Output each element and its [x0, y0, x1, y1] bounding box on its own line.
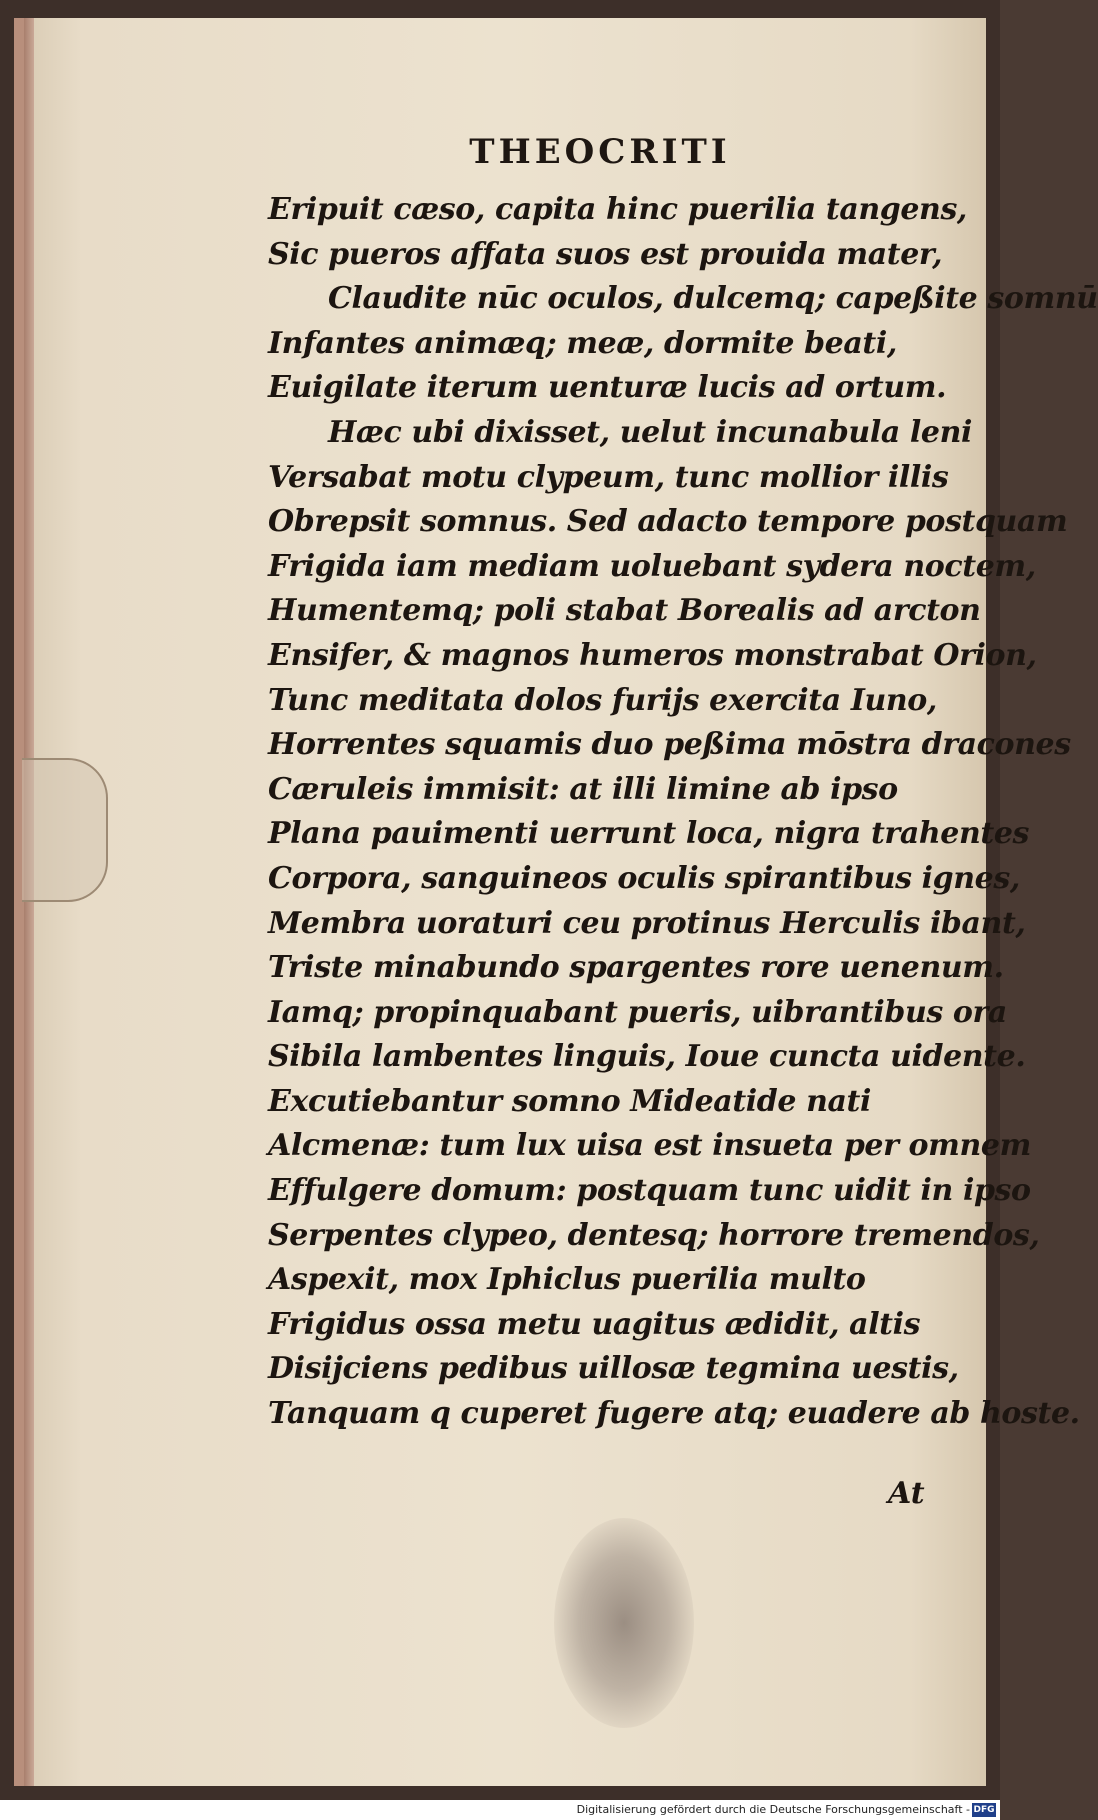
- verse-line: Eripuit cæso, capita hinc puerilia tangens,: [268, 192, 967, 227]
- verse-line: Frigida iam mediam uoluebant sydera noctem,: [268, 548, 1036, 584]
- verse-line: Alcmenæ: tum lux uisa est insueta per omnem: [268, 1128, 1031, 1164]
- dfg-logo-icon: DFG: [973, 1805, 995, 1815]
- verse-line: Frigidus ossa metu uagitus ædidit, altis: [268, 1306, 921, 1342]
- page-tab-marker: [22, 758, 108, 902]
- verse-line: Euigilate iterum uenturæ lucis ad ortum.: [268, 370, 947, 406]
- funding-credit: Digitalisierung gefördert durch die Deutsche Forschungsgemeinschaft -: [576, 1803, 970, 1816]
- verse-line: Sibila lambentes linguis, Ioue cuncta uidente.: [268, 1039, 1026, 1075]
- verse-line: Cæruleis immisit: at illi limine ab ipso: [268, 771, 898, 807]
- verse-line: Aspexit, mox Iphiclus puerilia multo: [268, 1262, 866, 1298]
- verse-line: Triste minabundo spargentes rore uenenum.: [268, 950, 1004, 986]
- verse-line: Versabat motu clypeum, tunc mollior illis: [268, 459, 949, 495]
- verse-line: Iamq; propinquabant pueris, uibrantibus ora: [268, 994, 1007, 1030]
- page-edge: [24, 18, 34, 1786]
- running-header: THEOCRITI: [469, 132, 731, 172]
- verse-line: Infantes animæq; meæ, dormite beati,: [268, 325, 897, 361]
- verse-line: Tanquam q cuperet fugere atq; euadere ab hoste.: [268, 1396, 1080, 1432]
- verse-line: Corpora, sanguineos oculis spirantibus ignes,: [268, 860, 1020, 896]
- ink-smudge: [554, 1518, 694, 1728]
- verse-line: Effulgere domum: postquam tunc uidit in ipso: [268, 1173, 1031, 1209]
- verse-line: Obrepsit somnus. Sed adacto tempore postquam: [268, 504, 1068, 540]
- verse-line: Membra uoraturi ceu protinus Herculis ibant,: [268, 905, 1026, 941]
- catchword: At: [888, 1476, 925, 1511]
- verse-line: Plana pauimenti uerrunt loca, nigra trahentes: [268, 816, 1030, 852]
- verse-line: Hæc ubi dixisset, uelut incunabula leni: [328, 414, 973, 450]
- verse-list: [268, 188, 1098, 1437]
- verse-line: Disijciens pedibus uillosæ tegmina uestis,: [268, 1351, 959, 1387]
- verse-line: Ensifer, & magnos humeros monstrabat Orion,: [268, 637, 1037, 673]
- verse-line: Excutiebantur somno Mideatide nati: [268, 1083, 871, 1119]
- verse-line: Tunc meditata dolos furijs exercita Iuno,: [268, 682, 937, 718]
- verse-line: Claudite nūc oculos, dulcemq; capeßite somnū: [328, 281, 1098, 317]
- verse-line: Serpentes clypeo, dentesq; horrore tremendos,: [268, 1217, 1040, 1253]
- verse-line: Humentemq; poli stabat Borealis ad arcton: [268, 593, 981, 629]
- verse-line: Sic pueros affata suos est prouida mater,: [268, 236, 943, 272]
- verse-line: Horrentes squamis duo peßima mōstra dracones: [268, 727, 1071, 763]
